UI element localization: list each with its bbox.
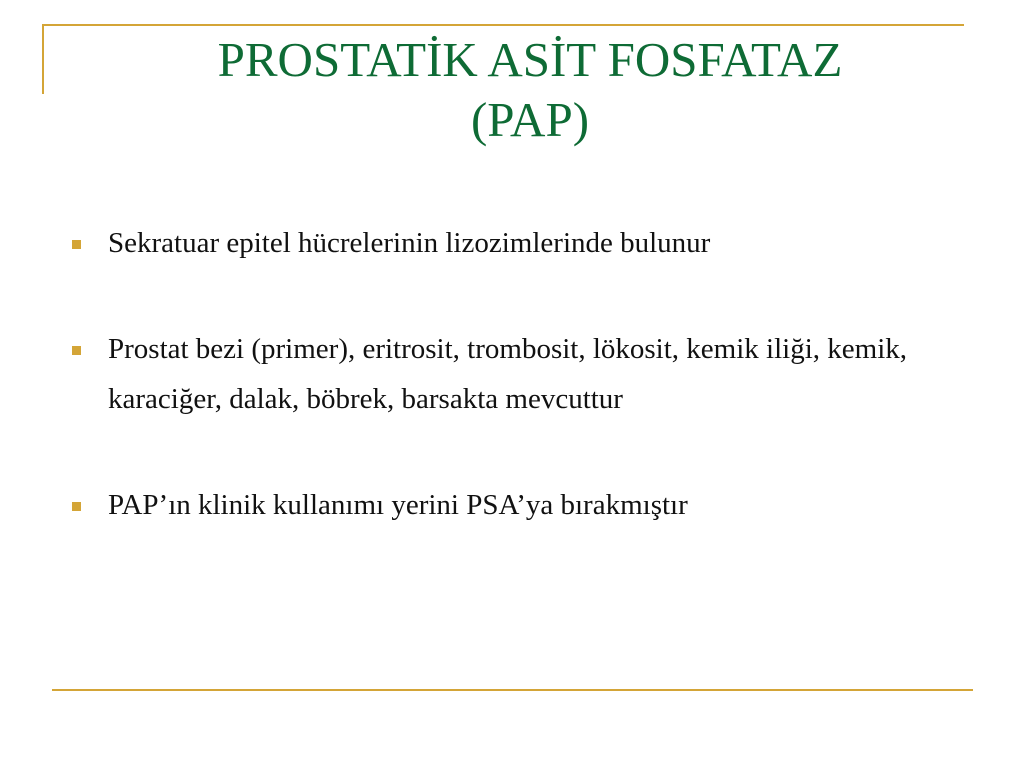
frame-top-rule	[42, 24, 964, 26]
bullet-text: PAP’ın klinik kullanımı yerini PSA’ya bırakmıştır	[108, 489, 688, 521]
bullet-item	[72, 324, 972, 424]
square-bullet-icon	[72, 346, 81, 355]
square-bullet-icon	[72, 502, 81, 511]
slide-title	[60, 30, 1000, 150]
bullet-text: Prostat bezi (primer), eritrosit, trombosit, lökosit, kemik iliği, kemik, karaciğer, dalak, böbrek, barsakta mevcuttur	[108, 333, 908, 415]
bullet-text: Sekratuar epitel hücrelerinin lizozimlerinde bulunur	[108, 227, 711, 259]
slide-title-line-1: PROSTATİK ASİT FOSFATAZ	[217, 32, 843, 87]
frame-bottom-rule	[52, 689, 973, 691]
slide-title-line-2: (PAP)	[470, 92, 590, 147]
bullet-list	[72, 218, 972, 586]
bullet-item	[72, 480, 972, 530]
frame-left-rule	[42, 24, 44, 94]
bullet-item	[72, 218, 972, 268]
square-bullet-icon	[72, 240, 81, 249]
